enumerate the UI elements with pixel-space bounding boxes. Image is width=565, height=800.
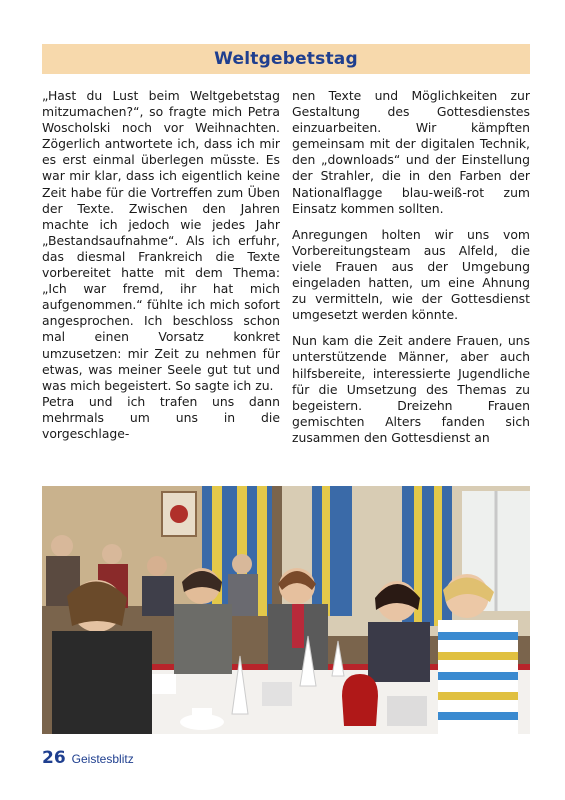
article-title-bar: [42, 44, 530, 74]
article-paragraph: Nun kam die Zeit andere Frauen, uns unterstützende Männer, aber auch hilfsbereite, interessierte Jugendliche für die Umsetzung des Themas zu begeistern. Dreizehn Frauen gemischten Alters fanden sich zusammen den Gottesdienst an: [292, 333, 530, 445]
article-paragraph: Petra und ich trafen uns dann mehrmals um uns in die vorgeschlage-: [42, 393, 280, 441]
article-paragraph: Anregungen holten wir uns vom Vorbereitungsteam aus Alfeld, die viele Frauen aus der Umgebung eingeladen hatten, um eine Ahnung zu vermitteln, wie der Gottesdienst umgesetzt werden könnte.: [292, 226, 530, 323]
event-photo: [42, 486, 530, 734]
article-column-left: [42, 88, 280, 442]
article-title: Weltgebetstag: [214, 49, 358, 69]
event-photo-illustration: [42, 486, 530, 734]
article-paragraph: „Hast du Lust beim Weltgebetstag mitzumachen?“, so fragte mich Petra Woscholski noch vor Weihnachten. Zögerlich antwortete ich, dass ich mir es erst einmal überlegen müsste. Es war mir klar, dass ich eigentlich keine Zeit habe für die Vortreffen zum Üben der Texte. Zwischen den Jahren machte ich jedoch wie jedes Jahr „Bestandsaufnahme“. Als ich erfuhr, das diesmal Frankreich die Texte vorbereitet hatte mit dem Thema: „Ich war fremd, ihr hat mich aufgenommen.“ fühlte ich mich sofort angesprochen. Ich beschloss schon mal einen Vorsatz konkret umzusetzen: mir Zeit zu nehmen für etwas, was meiner Seele gut tut und was mich begeistert. So sagte ich zu.: [42, 88, 280, 393]
article-paragraph: nen Texte und Möglichkeiten zur Gestaltung des Gottesdienstes einzuarbeiten. Wir kämpften gemeinsam mit der digitalen Technik, den „downloads“ und der Einstellung der Strahler, die in den Farben der Nationalflagge blau-weiß-rot zum Einsatz kommen sollten.: [292, 88, 530, 216]
magazine-name: Geistesblitz: [71, 752, 134, 766]
page-number: 26: [42, 748, 66, 768]
article-column-right: [292, 88, 530, 446]
page-footer: [42, 748, 134, 768]
